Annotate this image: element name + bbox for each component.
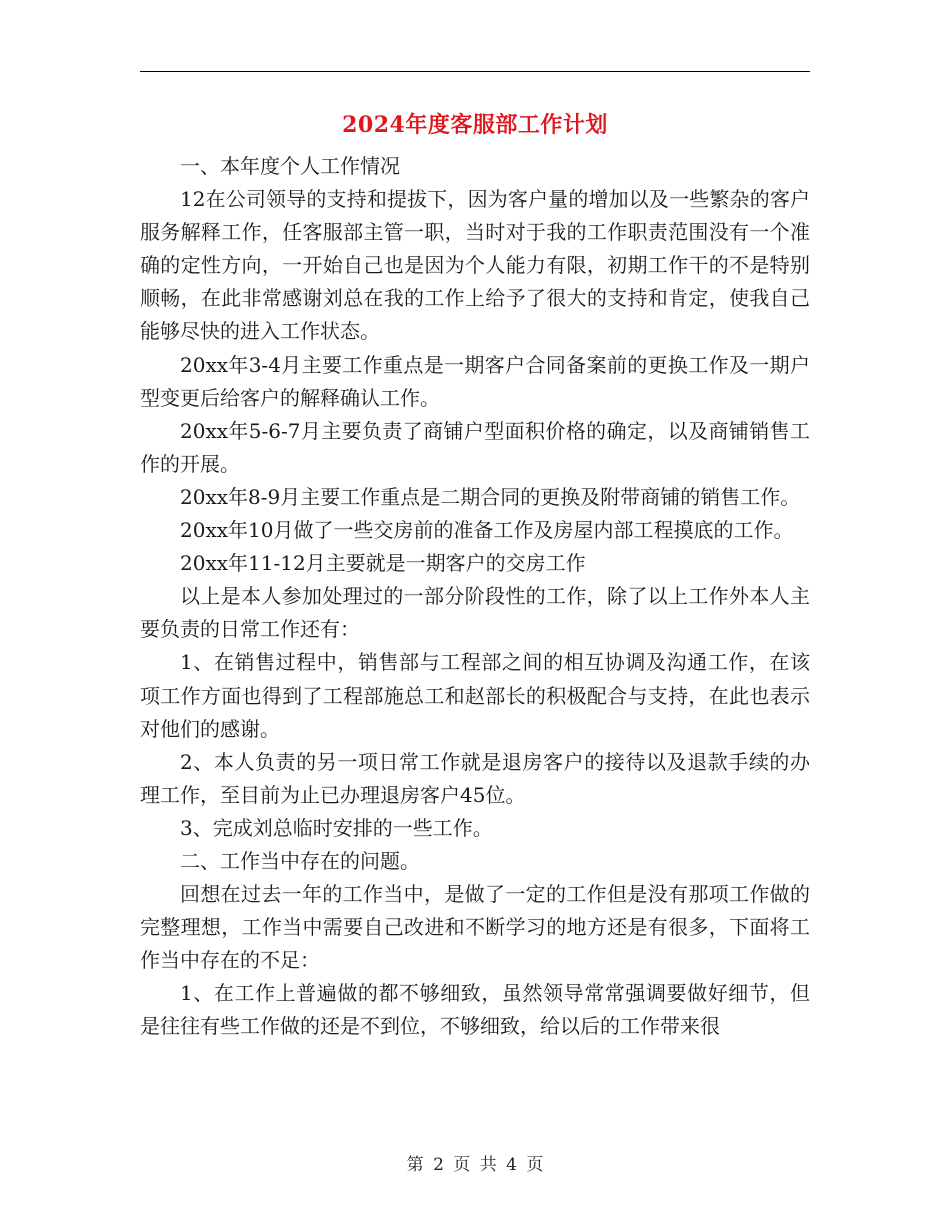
page-number: 第 2 页 共 4 页 [406, 1155, 544, 1175]
paragraph: 回想在过去一年的工作当中，是做了一定的工作但是没有那项工作做的完整理想，工作当中需要自己改进和不断学习的地方还是有很多，下面将工作当中存在的不足： [140, 882, 810, 973]
section-heading-2: 二、工作当中存在的问题。 [180, 848, 420, 873]
list-item: 1、在销售过程中，销售部与工程部之间的相互协调及沟通工作，在该项工作方面也得到了工程部施总工和赵部长的积极配合与支持，在此也表示对他们的感谢。 [140, 650, 810, 741]
list-item: 1、在工作上普遍做的都不够细致，虽然领导常常强调要做好细节，但是往往有些工作做的还是不到位，不够细致，给以后的工作带来很 [140, 981, 810, 1039]
paragraph: 20xx年5-6-7月主要负责了商铺户型面积价格的确定，以及商铺销售工作的开展。 [140, 418, 810, 476]
section-heading-1: 一、本年度个人工作情况 [180, 154, 400, 178]
document-title: 2024年度客服部工作计划 [342, 112, 608, 138]
paragraph: 20xx年10月做了一些交房前的准备工作及房屋内部工程摸底的工作。 [180, 518, 794, 543]
paragraph: 20xx年11-12月主要就是一期客户的交房工作 [180, 551, 586, 576]
list-item: 2、本人负责的另一项日常工作就是退房客户的接待以及退款手续的办理工作，至目前为止已办理退房客户45位。 [140, 749, 810, 807]
document-body [140, 150, 810, 1044]
header-rule [140, 71, 810, 72]
list-item: 3、完成刘总临时安排的一些工作。 [180, 815, 493, 840]
paragraph: 20xx年8-9月主要工作重点是二期合同的更换及附带商铺的销售工作。 [180, 484, 801, 509]
paragraph: 20xx年3-4月主要工作重点是一期客户合同备案前的更换工作及一期户型变更后给客户的解释确认工作。 [140, 352, 810, 410]
paragraph: 12在公司领导的支持和提拔下，因为客户量的增加以及一些繁杂的客户服务解释工作，任客服部主管一职，当时对于我的工作职责范围没有一个准确的定性方向，一开始自己也是因为个人能力有限，初期工作干的不是特别顺畅，在此非常感谢刘总在我的工作上给予了很大的支持和肯定，使我自己能够尽快的进入工作状态。 [140, 187, 810, 344]
paragraph: 以上是本人参加处理过的一部分阶段性的工作，除了以上工作外本人主要负责的日常工作还有： [140, 584, 810, 642]
